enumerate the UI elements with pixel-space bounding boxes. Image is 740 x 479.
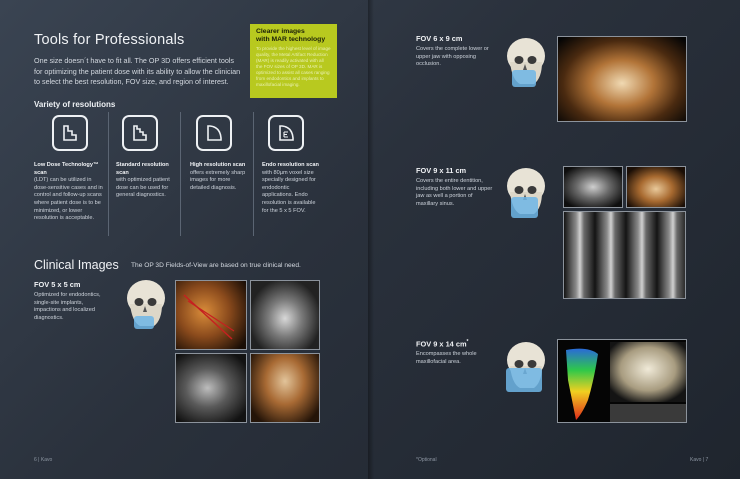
fov-5x5-desc: Optimized for endodontics, single-site implants, impactions and localized diagnostics.	[34, 292, 101, 321]
callout-text: To provide the highest level of image quality, the Metal Artifact Reduction (MAR) is readily activated with all the FOV sizes of OP 3D. MAR is optimized to assist all cases ranging from endodontics and implants to maxillofacial imaging.	[256, 46, 331, 87]
skull-icon	[500, 340, 550, 396]
fov-9x14-label-text: FOV 9 x 14 cm	[416, 339, 467, 349]
fov-9x11-3d-image	[626, 166, 686, 208]
spine-shadow	[368, 0, 374, 479]
fov-9x14-footnote-mark: *	[466, 339, 469, 345]
clinical-images-title: Clinical Images	[34, 258, 119, 272]
resolution-desc: offers extremely sharp images for more detailed diagnosis.	[190, 169, 246, 191]
fov-9x11-label: FOV 9 x 11 cm	[416, 166, 467, 175]
fov-6x9-desc: Covers the complete lower or upper jaw with opposing occlusion.	[416, 46, 489, 68]
resolution-item	[262, 162, 322, 215]
resolutions-heading: Variety of resolutions	[34, 100, 116, 109]
page-number-left: 6 | Kavo	[34, 457, 53, 463]
low-dose-icon	[52, 115, 88, 151]
callout-title-1: Clearer images	[256, 28, 305, 35]
resolution-name: Low Dose Technology™ scan	[34, 162, 99, 176]
resolution-name: Standard resolution scan	[116, 162, 169, 176]
fov-6x9-3d-image	[557, 36, 687, 122]
resolution-item	[190, 162, 250, 192]
mar-callout	[250, 24, 337, 98]
fov-9x14-label	[416, 339, 468, 348]
fov-9x11-slice-strip	[563, 211, 686, 299]
fov-9x14-desc: Encompasses the whole maxillofacial area.	[416, 351, 477, 365]
intro-text: One size doesn´t have to fit all. The OP 3D offers efficient tools for optimizing the patient dose with its ability to allow the clinician to select the best resolution, FOV size, and region of interest.	[34, 56, 241, 87]
standard-resolution-icon	[122, 115, 158, 151]
fov-9x14-composite-image	[557, 339, 687, 423]
resolution-name: High resolution scan	[190, 162, 246, 168]
footnote: *Optional	[416, 457, 437, 463]
callout-title-2: with MAR technology	[256, 36, 326, 43]
resolution-desc: with 80µm voxel size specially designed for endodontic applications. Endo resolution is available for the 5 x 5 FOV.	[262, 169, 316, 214]
skull-icon	[120, 278, 170, 334]
endo-resolution-icon	[268, 115, 304, 151]
column-divider	[180, 112, 181, 236]
column-divider	[253, 112, 254, 236]
fov-5x5-section-image	[175, 353, 247, 423]
fov-9x11-desc: Covers the entire dentition, including both lower and upper jaw as well a portion of maxillary sinus.	[416, 178, 493, 207]
page-title: Tools for Professionals	[34, 32, 185, 48]
page-number-right: Kavo | 7	[690, 457, 709, 463]
resolution-desc: (LDT) can be utilized in dose-sensitive cases and in control and follow-up scans where patient dose is to be minimized, or lower resolution is acceptable.	[34, 177, 103, 222]
resolution-desc: with optimized patient dose can be used for general diagnostics.	[116, 177, 170, 199]
skull-icon	[500, 36, 550, 92]
fov-9x11-coronal-image	[563, 166, 623, 208]
resolution-name: Endo resolution scan	[262, 162, 319, 168]
fov-5x5-xray-image	[250, 280, 320, 350]
skull-icon	[500, 166, 550, 222]
column-divider	[108, 112, 109, 236]
high-resolution-icon	[196, 115, 232, 151]
fov-6x9-label: FOV 6 x 9 cm	[416, 34, 463, 43]
fov-5x5-label: FOV 5 x 5 cm	[34, 280, 81, 289]
fov-5x5-3d-image	[175, 280, 247, 350]
resolution-item	[34, 162, 104, 223]
fov-5x5-teeth-image	[250, 353, 320, 423]
clinical-images-subtitle: The OP 3D Fields-of-View are based on true clinical need.	[131, 262, 301, 269]
resolution-item	[116, 162, 178, 200]
